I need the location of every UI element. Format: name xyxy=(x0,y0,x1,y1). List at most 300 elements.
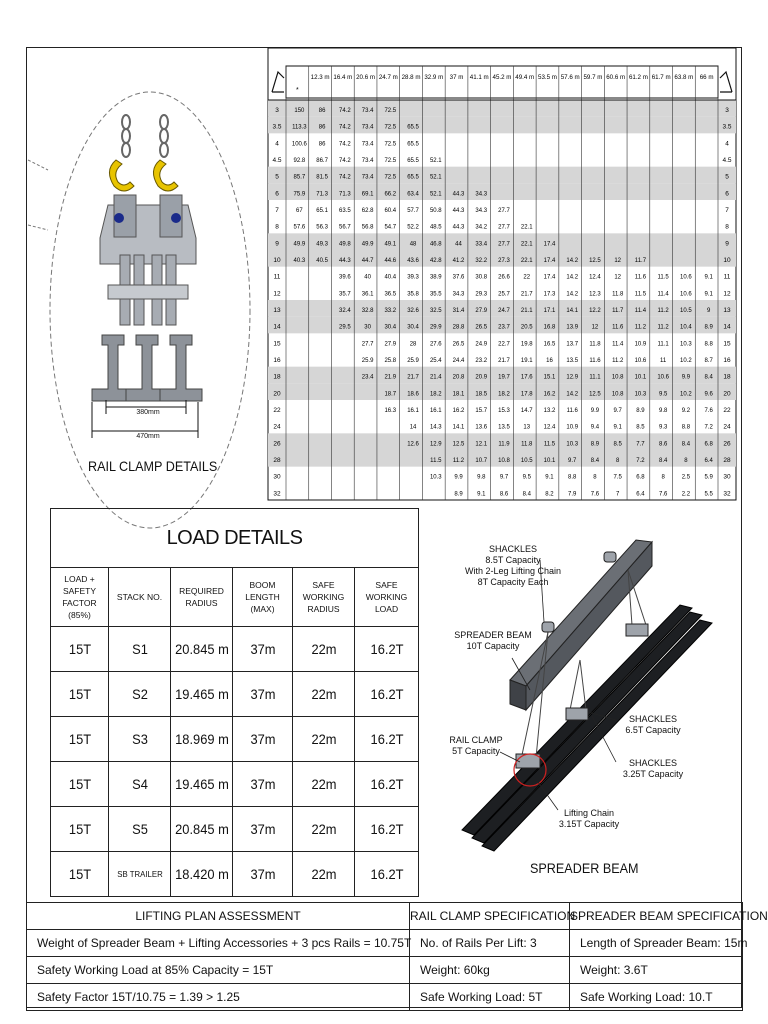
load-details-row xyxy=(51,807,419,852)
capacity-value: 57.6 xyxy=(293,224,306,231)
capacity-value: 12.5 xyxy=(589,391,601,398)
capacity-value: 43.6 xyxy=(407,258,419,264)
load-details-cell: S2 xyxy=(111,672,168,717)
boom-length-header: 16.4 m xyxy=(333,74,353,81)
load-details-cell: 22m xyxy=(295,672,352,717)
capacity-value: 35.7 xyxy=(338,291,351,298)
capacity-value: 8 xyxy=(661,474,665,481)
chart-sub-header: * xyxy=(296,87,299,94)
load-details-cell: S3 xyxy=(111,717,168,762)
boom-length-header: 24.7 m xyxy=(378,74,398,81)
assessment-cell: Safety Working Load at 85% Capacity = 15T xyxy=(27,957,410,984)
radius-label-right: 9 xyxy=(725,240,729,248)
capacity-value: 12.4 xyxy=(543,424,556,431)
capacity-value: 7.9 xyxy=(568,491,577,498)
boom-length-header: 63.8 m xyxy=(674,74,694,81)
radius-label-right: 26 xyxy=(723,440,731,448)
rail-clamp-details xyxy=(28,50,266,490)
capacity-value: 44 xyxy=(455,241,462,248)
radius-label: 15 xyxy=(273,340,281,348)
capacity-value: 5.5 xyxy=(704,491,713,498)
radius-label: 16 xyxy=(273,357,281,364)
load-details-cell: 16.2T xyxy=(357,807,416,852)
capacity-value: 24.9 xyxy=(475,341,488,348)
capacity-value: 27.6 xyxy=(429,341,442,348)
capacity-value: 13.5 xyxy=(498,424,510,431)
radius-label: 12 xyxy=(273,290,281,298)
capacity-value: 11.1 xyxy=(589,374,601,381)
capacity-value: 71.3 xyxy=(338,191,351,198)
capacity-value: 17.6 xyxy=(520,374,533,381)
capacity-value: 10.3 xyxy=(634,391,647,398)
capacity-value: 65.5 xyxy=(407,124,419,131)
boom-length-header: 60.6 m xyxy=(606,74,626,81)
radius-label-right: 4.5 xyxy=(722,157,732,164)
radius-label-right: 12 xyxy=(723,290,731,298)
capacity-value: 10.3 xyxy=(566,441,579,448)
capacity-value: 44.3 xyxy=(338,258,351,264)
load-details-cell: 37m xyxy=(235,717,290,762)
load-details-cell: 15T xyxy=(53,807,106,852)
load-details-table xyxy=(50,508,419,897)
capacity-value: 32.6 xyxy=(407,308,419,314)
radius-label: 18 xyxy=(273,373,281,381)
chart-header-band xyxy=(286,66,718,98)
capacity-value: 22.1 xyxy=(520,224,533,231)
capacity-value: 62.8 xyxy=(361,208,374,214)
capacity-value: 16.2 xyxy=(452,408,465,414)
capacity-value: 6.8 xyxy=(636,474,645,481)
radius-label: 8 xyxy=(275,223,279,231)
capacity-value: 14 xyxy=(409,424,417,431)
capacity-value: 44.3 xyxy=(452,191,465,198)
capacity-value: 44.7 xyxy=(361,258,374,264)
capacity-value: 10.8 xyxy=(498,458,510,464)
radius-label-right: 32 xyxy=(723,490,731,498)
capacity-value: 11.6 xyxy=(589,358,601,364)
capacity-value: 9.9 xyxy=(681,374,691,381)
capacity-value: 17.4 xyxy=(543,241,556,248)
capacity-value: 8 xyxy=(616,458,620,464)
load-details-cell: 20.845 m xyxy=(173,807,230,852)
radius-label-right: 10 xyxy=(723,257,731,264)
capacity-value: 40.5 xyxy=(316,258,328,264)
capacity-value: 21.7 xyxy=(520,291,533,298)
capacity-value: 27.9 xyxy=(475,308,488,314)
capacity-value: 23.7 xyxy=(498,324,510,331)
capacity-value: 150 xyxy=(294,108,305,114)
capacity-value: 11.2 xyxy=(657,308,669,314)
capacity-value: 9.5 xyxy=(658,391,668,398)
capacity-value: 9.8 xyxy=(477,474,486,481)
capacity-value: 29.5 xyxy=(338,324,351,331)
boom-length-header: 66 m xyxy=(699,74,714,81)
capacity-value: 19.7 xyxy=(498,374,510,381)
capacity-value: 25.7 xyxy=(498,291,510,298)
capacity-value: 22.7 xyxy=(498,341,510,348)
assessment-cell: Safe Working Load: 5T xyxy=(410,984,570,1011)
spreader-beam-diagram xyxy=(440,530,740,890)
capacity-value: 86 xyxy=(318,124,326,131)
capacity-value: 19.1 xyxy=(520,358,533,364)
radius-label-right: 8 xyxy=(725,223,729,231)
capacity-value: 17.3 xyxy=(543,291,556,298)
capacity-value: 40.3 xyxy=(293,258,306,264)
radius-label: 5 xyxy=(275,173,279,181)
capacity-value: 9.6 xyxy=(704,391,713,398)
capacity-value: 9.7 xyxy=(568,458,577,464)
load-details-row xyxy=(51,852,419,897)
capacity-value: 21.7 xyxy=(407,374,419,381)
col-header-stack: STACK NO. xyxy=(109,568,171,627)
capacity-value: 12.3 xyxy=(589,291,601,298)
dim-outer-label: 470mm xyxy=(136,433,160,440)
capacity-value: 30.8 xyxy=(475,274,488,281)
capacity-value: 36.5 xyxy=(384,291,397,298)
capacity-value: 30.4 xyxy=(407,324,419,331)
radius-label: 13 xyxy=(273,307,281,314)
capacity-value: 8.5 xyxy=(636,424,645,431)
capacity-value: 113.3 xyxy=(292,124,307,131)
radius-label: 30 xyxy=(273,473,281,481)
capacity-value: 72.5 xyxy=(384,124,397,131)
capacity-value: 11.2 xyxy=(612,358,624,364)
capacity-value: 8.6 xyxy=(499,491,509,498)
load-details-cell: 19.465 m xyxy=(173,672,230,717)
capacity-value: 20.5 xyxy=(520,324,533,331)
capacity-value: 11.5 xyxy=(634,291,647,298)
capacity-value: 14.2 xyxy=(566,274,579,281)
radius-label: 11 xyxy=(273,273,281,281)
boom-length-header: 53.5 m xyxy=(538,74,557,81)
boom-length-header: 12.3 m xyxy=(310,74,330,81)
capacity-value: 11.4 xyxy=(634,308,647,314)
capacity-value: 52.1 xyxy=(429,174,442,181)
boom-length-header: 28.8 m xyxy=(401,74,421,81)
load-details-cell: 22m xyxy=(295,717,352,762)
capacity-value: 52.1 xyxy=(429,158,442,164)
load-details-cell: 15T xyxy=(53,762,106,807)
capacity-value: 16.5 xyxy=(543,341,556,348)
radius-label-right: 15 xyxy=(723,340,731,348)
capacity-value: 27.7 xyxy=(361,341,374,348)
capacity-value: 16.1 xyxy=(407,408,419,414)
capacity-value: 63.4 xyxy=(407,191,419,198)
radius-label-right: 3 xyxy=(725,107,729,114)
capacity-value: 65.5 xyxy=(407,158,419,164)
capacity-value: 10.3 xyxy=(680,341,692,348)
capacity-value: 25.9 xyxy=(407,358,419,364)
capacity-value: 9 xyxy=(706,308,711,314)
capacity-value: 9.5 xyxy=(522,474,531,481)
capacity-value: 69.1 xyxy=(361,191,374,198)
capacity-value: 27.7 xyxy=(498,241,510,248)
radius-label-right: 3.5 xyxy=(722,123,732,131)
capacity-value: 19.8 xyxy=(520,341,533,348)
rail-clamp-drawing xyxy=(28,50,266,490)
capacity-value: 9.1 xyxy=(704,274,713,281)
capacity-value: 22.1 xyxy=(520,241,533,248)
radius-label-right: 28 xyxy=(723,457,731,464)
capacity-value: 37.6 xyxy=(452,274,465,281)
capacity-value: 74.2 xyxy=(338,124,351,131)
capacity-value: 34.2 xyxy=(475,224,488,231)
radius-label: 26 xyxy=(273,440,281,448)
capacity-value: 13.6 xyxy=(475,424,488,431)
capacity-value: 42.8 xyxy=(429,258,442,264)
capacity-value: 74.2 xyxy=(338,141,351,148)
radius-label: 32 xyxy=(273,490,281,498)
capacity-value: 25.4 xyxy=(429,358,442,364)
load-details-cell: 22m xyxy=(295,762,352,807)
radius-label-right: 14 xyxy=(723,323,731,331)
capacity-value: 11.5 xyxy=(657,274,669,281)
radius-label-right: 18 xyxy=(723,373,731,381)
boom-length-header: 45.2 m xyxy=(492,74,512,81)
capacity-value: 12.1 xyxy=(475,441,488,448)
capacity-value: 27.7 xyxy=(498,224,510,231)
radius-label-right: 6 xyxy=(725,190,729,198)
capacity-value: 7.6 xyxy=(704,408,713,414)
capacity-value: 11.6 xyxy=(634,274,647,281)
capacity-value: 38.9 xyxy=(429,274,442,281)
rail-clamp-spec-header: RAIL CLAMP SPECIFICATION xyxy=(410,903,570,930)
load-details-cell: 37m xyxy=(235,852,290,897)
load-details-cell: 16.2T xyxy=(357,627,416,672)
radius-label: 3 xyxy=(275,107,279,114)
capacity-value: 9.1 xyxy=(545,474,554,481)
capacity-value: 5.9 xyxy=(704,474,713,481)
capacity-value: 8.9 xyxy=(636,408,645,414)
capacity-value: 39.3 xyxy=(407,274,419,281)
radius-label-right: 24 xyxy=(723,423,731,431)
capacity-value: 11.6 xyxy=(566,408,578,414)
capacity-value: 72.5 xyxy=(384,108,397,114)
load-details-cell: 18.969 m xyxy=(173,717,230,762)
capacity-value: 9.2 xyxy=(681,408,691,414)
capacity-value: 10.3 xyxy=(429,474,442,481)
label-shackles-top: SHACKLES 8.5T Capacity With 2-Leg Lifting Chain 8T Capacity Each xyxy=(464,544,562,587)
capacity-value: 21.7 xyxy=(498,358,510,364)
capacity-value: 31.4 xyxy=(452,308,465,314)
load-details-cell: 16.2T xyxy=(357,672,416,717)
radius-label: 9 xyxy=(275,240,279,248)
radius-label: 6 xyxy=(275,190,279,198)
capacity-value: 7.6 xyxy=(590,491,600,498)
capacity-value: 39.6 xyxy=(338,274,351,281)
capacity-value: 11.4 xyxy=(657,291,669,298)
boom-length-header: 59.7 m xyxy=(583,74,603,81)
capacity-value: 13.9 xyxy=(566,324,579,331)
label-shackles-low: SHACKLES 3.25T Capacity xyxy=(622,758,684,779)
capacity-value: 6.8 xyxy=(704,441,713,448)
capacity-value: 65.5 xyxy=(407,174,419,181)
capacity-value: 8.6 xyxy=(658,441,668,448)
capacity-value: 14.2 xyxy=(566,258,579,264)
capacity-value: 11.7 xyxy=(634,258,647,264)
load-details-cell: S5 xyxy=(111,807,168,852)
lifting-plan-assessment-table xyxy=(26,902,768,1011)
capacity-value: 73.4 xyxy=(361,158,374,164)
col-header-boom: BOOM LENGTH (MAX) xyxy=(233,568,293,627)
capacity-value: 49.8 xyxy=(338,241,351,248)
capacity-value: 10.9 xyxy=(634,341,647,348)
capacity-value: 72.5 xyxy=(384,174,397,181)
boom-length-header: 57.6 m xyxy=(560,74,580,81)
capacity-value: 65.5 xyxy=(407,141,419,148)
radius-label-right: 16 xyxy=(723,357,731,364)
capacity-value: 8.7 xyxy=(704,358,713,364)
capacity-value: 18.6 xyxy=(407,391,419,398)
capacity-value: 73.4 xyxy=(361,141,374,148)
capacity-value: 11.5 xyxy=(543,441,556,448)
capacity-value: 48 xyxy=(409,241,417,248)
capacity-value: 10.2 xyxy=(680,391,692,398)
capacity-value: 40.4 xyxy=(384,274,397,281)
capacity-value: 9.1 xyxy=(704,291,713,298)
load-details-row xyxy=(51,762,419,807)
load-details-cell: 37m xyxy=(235,672,290,717)
capacity-value: 11.2 xyxy=(634,324,647,331)
capacity-value: 10.5 xyxy=(680,308,692,314)
capacity-value: 24.7 xyxy=(498,308,510,314)
boom-length-header: 20.6 m xyxy=(356,74,376,81)
capacity-value: 16 xyxy=(546,358,553,364)
capacity-value: 12 xyxy=(591,324,599,331)
capacity-value: 20.8 xyxy=(452,374,465,381)
capacity-value: 11.4 xyxy=(612,341,624,348)
load-details-cell: 19.465 m xyxy=(173,762,230,807)
capacity-value: 8 xyxy=(684,458,688,464)
capacity-value: 9.9 xyxy=(454,474,463,481)
load-details-cell: 37m xyxy=(235,762,290,807)
capacity-value: 74.2 xyxy=(338,158,351,164)
capacity-value: 11.2 xyxy=(452,458,465,464)
capacity-value: 49.1 xyxy=(384,241,397,248)
capacity-value: 27.7 xyxy=(498,208,510,214)
boom-length-header: 61.2 m xyxy=(628,74,648,81)
capacity-value: 12.9 xyxy=(429,441,442,448)
capacity-value: 35.8 xyxy=(407,291,419,298)
capacity-value: 12 xyxy=(614,274,622,281)
capacity-value: 100.6 xyxy=(291,141,307,148)
radius-label-right: 22 xyxy=(723,407,731,414)
load-details-cell: 20.845 m xyxy=(173,627,230,672)
capacity-value: 63.5 xyxy=(338,208,351,214)
radius-label: 10 xyxy=(273,257,281,264)
capacity-value: 16.3 xyxy=(384,408,397,414)
capacity-value: 10.2 xyxy=(680,358,692,364)
capacity-value: 10.4 xyxy=(680,324,692,331)
capacity-value: 11.8 xyxy=(612,291,624,298)
capacity-value: 86.7 xyxy=(316,158,328,164)
capacity-value: 67 xyxy=(296,208,303,214)
capacity-value: 29.9 xyxy=(429,324,442,331)
load-details-row xyxy=(51,627,419,672)
boom-length-header: 49.4 m xyxy=(515,74,535,81)
capacity-value: 8.5 xyxy=(613,441,622,448)
capacity-value: 25.9 xyxy=(361,358,374,364)
capacity-value: 49.3 xyxy=(316,241,328,248)
capacity-value: 12.4 xyxy=(589,274,601,281)
capacity-value: 14.7 xyxy=(520,408,533,414)
capacity-value: 30 xyxy=(364,324,371,331)
capacity-value: 54.7 xyxy=(384,224,397,231)
capacity-value: 11.7 xyxy=(612,308,624,314)
capacity-value: 75.9 xyxy=(293,191,306,198)
crane-load-chart xyxy=(268,48,736,500)
assessment-cell: Safety Factor 15T/10.75 = 1.39 > 1.25 xyxy=(27,984,410,1011)
capacity-value: 8.4 xyxy=(590,458,600,464)
capacity-value: 8 xyxy=(593,474,597,481)
capacity-value: 8.4 xyxy=(658,458,668,464)
capacity-value: 11.2 xyxy=(657,324,669,331)
radius-label: 3.5 xyxy=(272,123,282,131)
capacity-value: 52.2 xyxy=(407,224,419,231)
capacity-value: 17.8 xyxy=(520,391,533,398)
load-details-cell: 22m xyxy=(295,807,352,852)
capacity-value: 6.4 xyxy=(636,491,645,498)
capacity-value: 36.1 xyxy=(361,291,374,298)
capacity-value: 9.9 xyxy=(590,408,600,414)
capacity-value: 17.1 xyxy=(543,308,556,314)
capacity-value: 18.5 xyxy=(475,391,488,398)
capacity-value: 33.4 xyxy=(475,241,488,248)
col-header-swr: SAFE WORKING RADIUS xyxy=(293,568,355,627)
assessment-cell: No. of Rails Per Lift: 3 xyxy=(410,930,570,957)
capacity-value: 74.2 xyxy=(338,108,351,114)
capacity-value: 49.9 xyxy=(361,241,374,248)
capacity-value: 65.1 xyxy=(316,208,328,214)
col-header-load: LOAD + SAFETY FACTOR (85%) xyxy=(51,568,109,627)
capacity-value: 12.9 xyxy=(566,374,579,381)
capacity-value: 13.2 xyxy=(543,408,556,414)
assessment-cell: Safe Working Load: 10.T xyxy=(570,984,743,1011)
capacity-value: 21.4 xyxy=(429,374,442,381)
capacity-value: 15.3 xyxy=(498,408,510,414)
capacity-value: 10.1 xyxy=(543,458,556,464)
capacity-value: 6.4 xyxy=(704,458,713,464)
capacity-value: 2.5 xyxy=(681,474,691,481)
capacity-value: 26.6 xyxy=(498,274,510,281)
capacity-value: 16.8 xyxy=(543,324,556,331)
capacity-value: 22.1 xyxy=(520,258,533,264)
spreader-beam-title: SPREADER BEAM xyxy=(530,860,639,876)
capacity-value: 11.8 xyxy=(589,341,601,348)
capacity-value: 48.5 xyxy=(429,224,442,231)
load-details-cell: SB TRAILER xyxy=(111,852,168,897)
capacity-value: 49.9 xyxy=(293,241,306,248)
capacity-value: 17.4 xyxy=(543,274,556,281)
capacity-value: 34.3 xyxy=(475,208,488,214)
capacity-value: 12.2 xyxy=(589,308,601,314)
capacity-value: 15.1 xyxy=(543,374,556,381)
capacity-value: 33.2 xyxy=(384,308,397,314)
capacity-value: 23.4 xyxy=(361,374,374,381)
capacity-value: 12.5 xyxy=(589,258,601,264)
col-header-swl: SAFE WORKING LOAD xyxy=(355,568,419,627)
capacity-value: 34.3 xyxy=(452,291,465,298)
capacity-value: 12 xyxy=(614,258,622,264)
capacity-value: 73.4 xyxy=(361,174,374,181)
load-details-title: LOAD DETAILS xyxy=(51,509,419,568)
capacity-value: 72.5 xyxy=(384,158,397,164)
capacity-value: 14.1 xyxy=(566,308,579,314)
capacity-value: 2.2 xyxy=(681,491,691,498)
capacity-value: 15.7 xyxy=(475,408,488,414)
capacity-value: 9.7 xyxy=(613,408,622,414)
radius-label-right: 7 xyxy=(725,207,729,214)
